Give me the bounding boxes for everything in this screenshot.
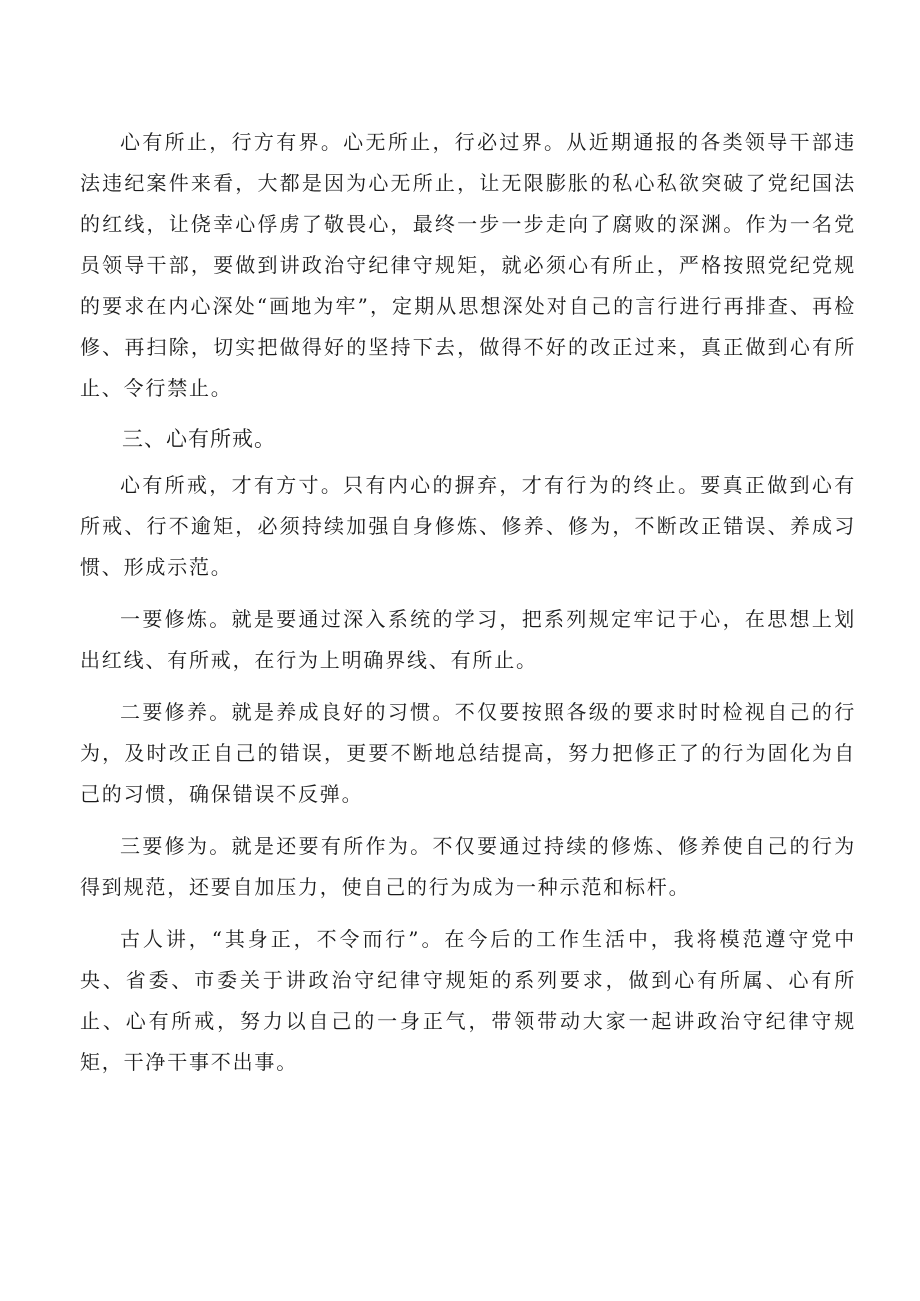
- paragraph-san-yao-xiu-wei: 三要修为。就是还要有所作为。不仅要通过持续的修炼、修养使自己的行为得到规范，还要自加压力，使自己的行为成为一种示范和标杆。: [80, 834, 856, 899]
- paragraph-xin-you-suo-jie: 心有所戒，才有方寸。只有内心的摒弃，才有行为的终止。要真正做到心有所戒、行不逾矩，必须持续加强自身修炼、修养、修为，不断改正错误、养成习惯、形成示范。: [80, 473, 856, 579]
- paragraph-er-yao-xiu-yang: 二要修养。就是养成良好的习惯。不仅要按照各级的要求时时检视自己的行为，及时改正自己的错误，更要不断地总结提高，努力把修正了的行为固化为自己的习惯，确保错误不反弹。: [80, 700, 856, 806]
- paragraph-conclusion: 古人讲，“其身正，不令而行”。在今后的工作生活中，我将模范遵守党中央、省委、市委关于讲政治守纪律守规矩的系列要求，做到心有所属、心有所止、心有所戒，努力以自己的一身正气，带领带动大家一起讲政治守纪律守规矩，干净干事不出事。: [80, 927, 856, 1074]
- paragraph-xin-you-suo-zhi: 心有所止，行方有界。心无所止，行必过界。从近期通报的各类领导干部违法违纪案件来看，大都是因为心无所止，让无限膨胀的私心私欲突破了党纪国法的红线，让侥幸心俘虏了敬畏心，最终一步一步走向了腐败的深渊。作为一名党员领导干部，要做到讲政治守纪律守规矩，就必须心有所止，严格按照党纪党规的要求在内心深处“画地为牢”，定期从思想深处对自己的言行进行再排查、再检修、再扫除，切实把做得好的坚持下去，做得不好的改正过来，真正做到心有所止、令行禁止。: [80, 130, 856, 400]
- paragraph-yi-yao-xiu-lian: 一要修炼。就是要通过深入系统的学习，把系列规定牢记于心，在思想上划出红线、有所戒，在行为上明确界线、有所止。: [80, 607, 856, 672]
- section-heading: 三、心有所戒。: [122, 427, 276, 451]
- document-body: [80, 122, 856, 1083]
